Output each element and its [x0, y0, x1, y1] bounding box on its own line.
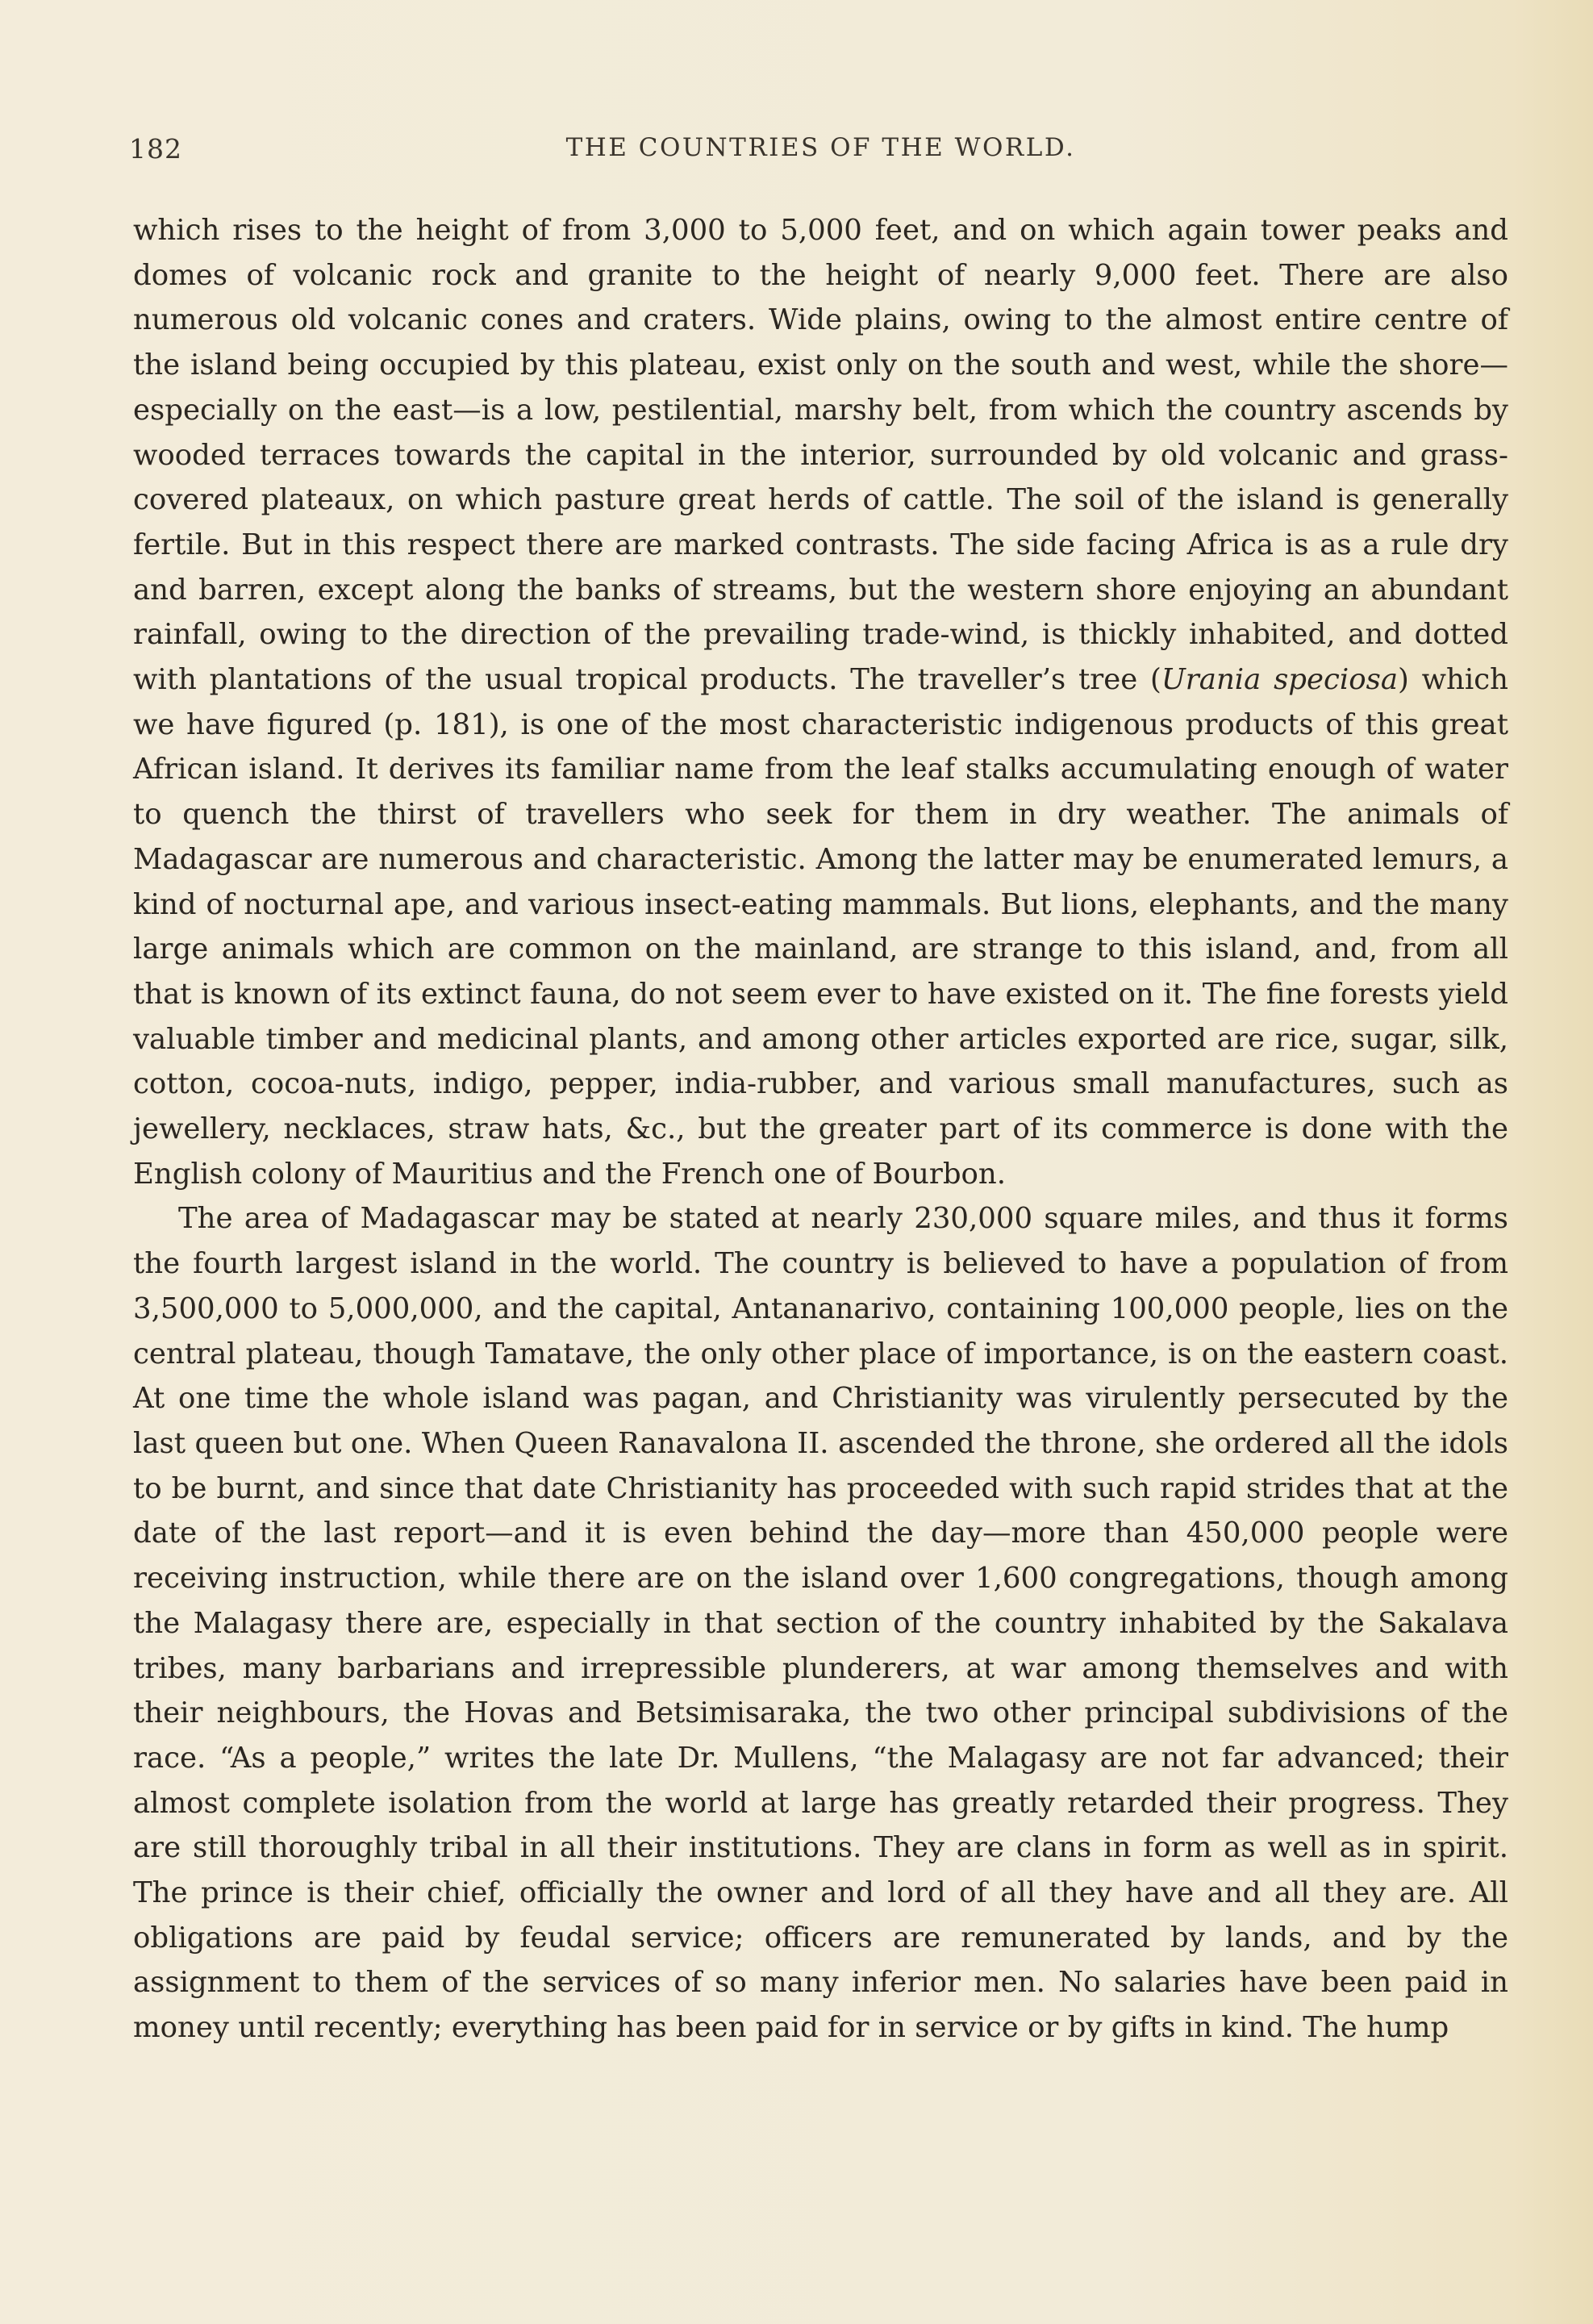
body-text — [133, 208, 1508, 2051]
page-number: 182 — [129, 133, 182, 165]
paragraph-text: which rises to the height of from 3,000 to 5,000 feet, and on which again tower peaks and domes of volcanic rock and granite to the height of nearly 9,000 feet. There are also numerous old volcanic cones and craters. Wide plains, owing to the almost entire centre of the island being occupied by this plateau, exist only on the south and west, while the shore—especially on the east—is a low, pestilential, marshy belt, from which the country ascends by wooded terraces towards the capital in the interior, surrounded by old volcanic and grass-covered plateaux, on which pasture great herds of cattle. The soil of the island is generally fertile. But in this respect there are marked contrasts. The side facing Africa is as a rule dry and barren, except along the banks of streams, but the western shore enjoying an abundant rainfall, owing to the direction of the prevailing trade-wind, is thickly inhabited, and dotted with plantations of the usual tropical products. The traveller’s tree ( — [133, 214, 1508, 697]
paragraph-madagascar-population: The area of Madagascar may be stated at nearly 230,000 square miles, and thus it forms the fourth largest island in the world. The country is believed to have a population of from 3,500,000 to 5,000,000, and the capital, Antananarivo, containing 100,000 people, lies on the central plateau, though Tamatave, the only other place of importance, is on the eastern coast. At one time the whole island was pagan, and Christianity was virulently persecuted by the last queen but one. When Queen Ranavalona II. ascended the throne, she ordered all the idols to be burnt, and since that date Christianity has proceeded with such rapid strides that at the date of the last report—and it is even behind the day—more than 450,000 people were receiving instruction, while there are on the island over 1,600 congregations, though among the Malagasy there are, especially in that section of the country inhabited by the Sakalava tribes, many barbarians and irrepressible plunderers, at war among themselves and with their neighbours, the Hovas and Betsimisaraka, the two other principal subdivisions of the race. “As a people,” writes the late Dr. Mullens, “the Malagasy are not far advanced; their almost complete isolation from the world at large has greatly retarded their progress. They are still thoroughly tribal in all their institutions. They are clans in form as well as in spirit. The prince is their chief, officially the owner and lord of all they have and all they are. All obligations are paid by feudal service; officers are remunerated by lands, and by the assignment to them of the services of so many inferior men. No salaries have been paid in money until recently; everything has been paid for in service or by gifts in kind. The hump — [133, 1202, 1508, 2045]
page-header — [129, 133, 1512, 169]
running-head: THE COUNTRIES OF THE WORLD. — [565, 133, 1076, 162]
italic-species-name: Urania speciosa — [1161, 663, 1399, 697]
paragraph-madagascar-geography — [133, 208, 1508, 1196]
paragraph-text: ) which we have figured (p. 181), is one of the most characteristic indigenous products of this great African island. It derives its familiar name from the leaf stalks accumulating enough of water to quench the thirst of travellers who seek for them in dry weather. The animals of Madagascar are numerous and characteristic. Among the latter may be enumerated lemurs, a kind of nocturnal ape, and various insect-eating mammals. But lions, elephants, and the many large animals which are common on the mainland, are strange to this island, and, from all that is known of its extinct fauna, do not seem ever to have existed on it. The fine forests yield valuable timber and medicinal plants, and among other articles exported are rice, sugar, silk, cotton, cocoa-nuts, indigo, pepper, india-rubber, and various small manufactures, such as jewellery, necklaces, straw hats, &c., but the greater part of its commerce is done with the English colony of Mauritius and the French one of Bourbon. — [133, 663, 1508, 1191]
